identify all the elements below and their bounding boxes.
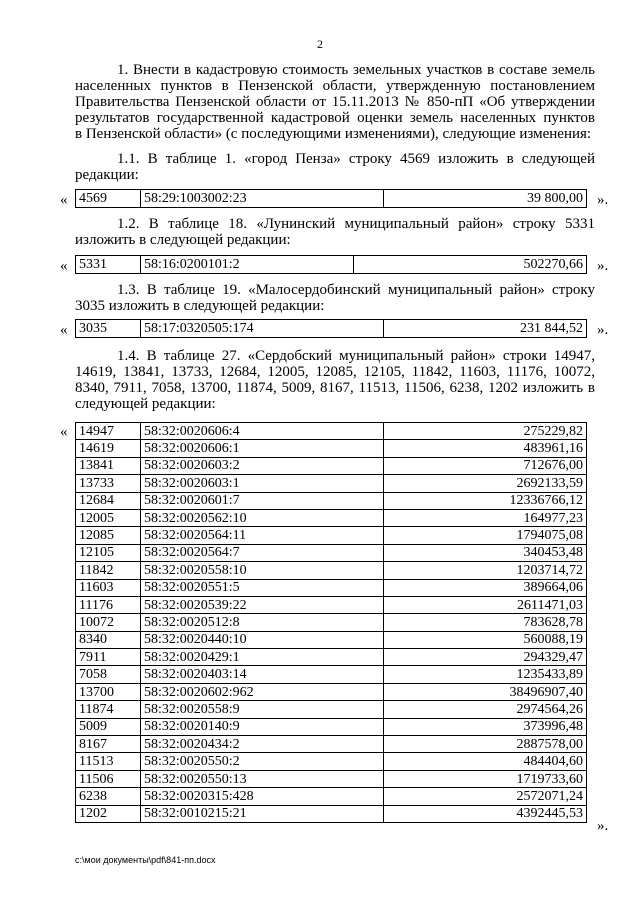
row-table-1-2 [75,255,587,274]
cell-cadastral-number: 58:32:0020564:11 [141,527,384,544]
cell-row-number: 13700 [76,683,141,700]
cell-value: 389664,06 [384,579,587,596]
cell-value: 560088,19 [384,631,587,648]
cell-cadastral-number: 58:32:0020562:10 [141,509,384,526]
quote-close: ». [597,322,609,338]
quote-open: « [60,424,68,440]
table-row [76,596,587,613]
table-row [76,614,587,631]
table-row [76,788,587,805]
cell-value: 483961,16 [384,440,587,457]
cell-cadastral-number: 58:32:0020606:4 [141,423,384,440]
cell-cadastral-number: 58:32:0020606:1 [141,440,384,457]
cell-cadastral-number: 58:32:0020539:22 [141,596,384,613]
cell-value: 502270,66 [354,256,587,274]
row-table-1-3 [75,319,587,338]
intro-paragraph [75,62,595,142]
table-row [76,631,587,648]
cell-value: 12336766,12 [384,492,587,509]
cell-row-number: 14947 [76,423,141,440]
section-1-1-text: 1.1. В таблице 1. «город Пенза» строку 4569 изложить в следующей редакции: [75,151,595,183]
intro-line: 1. Внести в кадастровую стоимость земельных участков в составе земель [117,62,595,78]
cell-value: 712676,00 [384,457,587,474]
cell-value: 340453,48 [384,544,587,561]
cell-value: 1235433,89 [384,666,587,683]
cell-row-number: 13733 [76,475,141,492]
cell-cadastral-number: 58:32:0020550:2 [141,753,384,770]
table-row [76,805,587,822]
section-1-2-text: 1.2. В таблице 18. «Лунинский муниципальный район» строку 5331 изложить в следующей редакции: [75,216,595,248]
table-row [76,701,587,718]
quote-close: ». [597,818,609,834]
table-row [76,509,587,526]
cell-cadastral-number: 58:32:0020603:2 [141,457,384,474]
cell-cadastral-number: 58:32:0020602:962 [141,683,384,700]
cell-value: 2974564,26 [384,701,587,718]
cell-row-number: 7058 [76,666,141,683]
cell-row-number: 12005 [76,509,141,526]
cell-row-number: 11506 [76,770,141,787]
table-row [76,440,587,457]
table-row [76,718,587,735]
cell-cadastral-number: 58:32:0020434:2 [141,736,384,753]
table-row [76,457,587,474]
section-1-4-text: 1.4. В таблице 27. «Сердобский муниципальный район» строки 14947, 14619, 13841, 13733, 12684, 12005, 12085, 12105, 11842, 11603, 11176, 10072, 8340, 7911, 7058, 13700, 11874, 5009, 8167, 11513, 11506, 6238, 1202 изложить в следующей редакции: [75,348,595,412]
cell-value: 1719733,60 [384,770,587,787]
quote-open: « [60,258,68,274]
cell-cadastral-number: 58:29:1003002:23 [141,190,384,208]
cell-cadastral-number: 58:32:0020550:13 [141,770,384,787]
cell-cadastral-number: 58:32:0020512:8 [141,614,384,631]
cell-row-number: 5009 [76,718,141,735]
cell-value: 373996,48 [384,718,587,735]
table-row [76,527,587,544]
quote-open: « [60,322,68,338]
cell-value: 484404,60 [384,753,587,770]
table-row [76,190,587,208]
cell-row-number: 11603 [76,579,141,596]
cell-cadastral-number: 58:32:0020603:1 [141,475,384,492]
cell-value: 2572071,24 [384,788,587,805]
intro-line: результатов государственной кадастровой оценки земель населенных пунктов [75,110,595,126]
cell-row-number: 10072 [76,614,141,631]
cell-row-number: 1202 [76,805,141,822]
cell-value: 294329,47 [384,649,587,666]
cell-value: 2611471,03 [384,596,587,613]
table-row [76,770,587,787]
cell-value: 39 800,00 [384,190,587,208]
table-row [76,320,587,338]
cell-value: 38496907,40 [384,683,587,700]
cell-value: 1794075,08 [384,527,587,544]
cell-row-number: 8167 [76,736,141,753]
cell-row-number: 11513 [76,753,141,770]
cell-row-number: 12085 [76,527,141,544]
table-row [76,579,587,596]
table-row [76,753,587,770]
cell-value: 783628,78 [384,614,587,631]
cell-value: 275229,82 [384,423,587,440]
row-table-1-1 [75,189,587,208]
intro-line: в Пензенской области» (с последующими изменениями), следующие изменения: [75,126,592,142]
section-1-3-text: 1.3. В таблице 19. «Малосердобинский муниципальный район» строку 3035 изложить в следующей редакции: [75,282,595,314]
cell-cadastral-number: 58:32:0020564:7 [141,544,384,561]
table-row [76,683,587,700]
cell-cadastral-number: 58:32:0020558:9 [141,701,384,718]
cell-value: 1203714,72 [384,562,587,579]
table-body [76,423,587,823]
cell-value: 231 844,52 [384,320,587,338]
cell-row-number: 12105 [76,544,141,561]
table-27-rows [75,422,587,823]
table-row [76,492,587,509]
quote-open: « [60,192,68,208]
cell-row-number: 5331 [76,256,141,274]
cell-row-number: 8340 [76,631,141,648]
quote-close: ». [597,192,609,208]
cell-row-number: 11874 [76,701,141,718]
cell-row-number: 7911 [76,649,141,666]
intro-line: населенных пунктов в Пензенской области, утвержденную постановлением [75,78,595,94]
intro-line: Правительства Пензенской области от 15.11.2013 № 850-пП «Об утверждении [75,94,595,110]
cell-cadastral-number: 58:17:0320505:174 [141,320,384,338]
cell-value: 2692133,59 [384,475,587,492]
cell-cadastral-number: 58:32:0020403:14 [141,666,384,683]
quote-close: ». [597,258,609,274]
cell-row-number: 14619 [76,440,141,457]
cell-row-number: 11842 [76,562,141,579]
page-number: 2 [317,37,323,51]
table-row [76,736,587,753]
table-row [76,562,587,579]
cell-value: 164977,23 [384,509,587,526]
cell-row-number: 13841 [76,457,141,474]
cell-cadastral-number: 58:32:0010215:21 [141,805,384,822]
cell-row-number: 6238 [76,788,141,805]
cell-row-number: 12684 [76,492,141,509]
table-row [76,666,587,683]
cell-cadastral-number: 58:16:0200101:2 [141,256,354,274]
cell-cadastral-number: 58:32:0020601:7 [141,492,384,509]
table-row [76,475,587,492]
cell-cadastral-number: 58:32:0020140:9 [141,718,384,735]
file-path-footer: c:\мои документы\pdf\841-пп.docx [75,855,216,865]
cell-cadastral-number: 58:32:0020315:428 [141,788,384,805]
cell-cadastral-number: 58:32:0020429:1 [141,649,384,666]
table-row [76,649,587,666]
cell-row-number: 4569 [76,190,141,208]
cell-cadastral-number: 58:32:0020440:10 [141,631,384,648]
cell-value: 2887578,00 [384,736,587,753]
cell-row-number: 11176 [76,596,141,613]
table-row [76,423,587,440]
cell-cadastral-number: 58:32:0020558:10 [141,562,384,579]
table-row [76,544,587,561]
table-row [76,256,587,274]
cell-cadastral-number: 58:32:0020551:5 [141,579,384,596]
cell-row-number: 3035 [76,320,141,338]
cell-value: 4392445,53 [384,805,587,822]
